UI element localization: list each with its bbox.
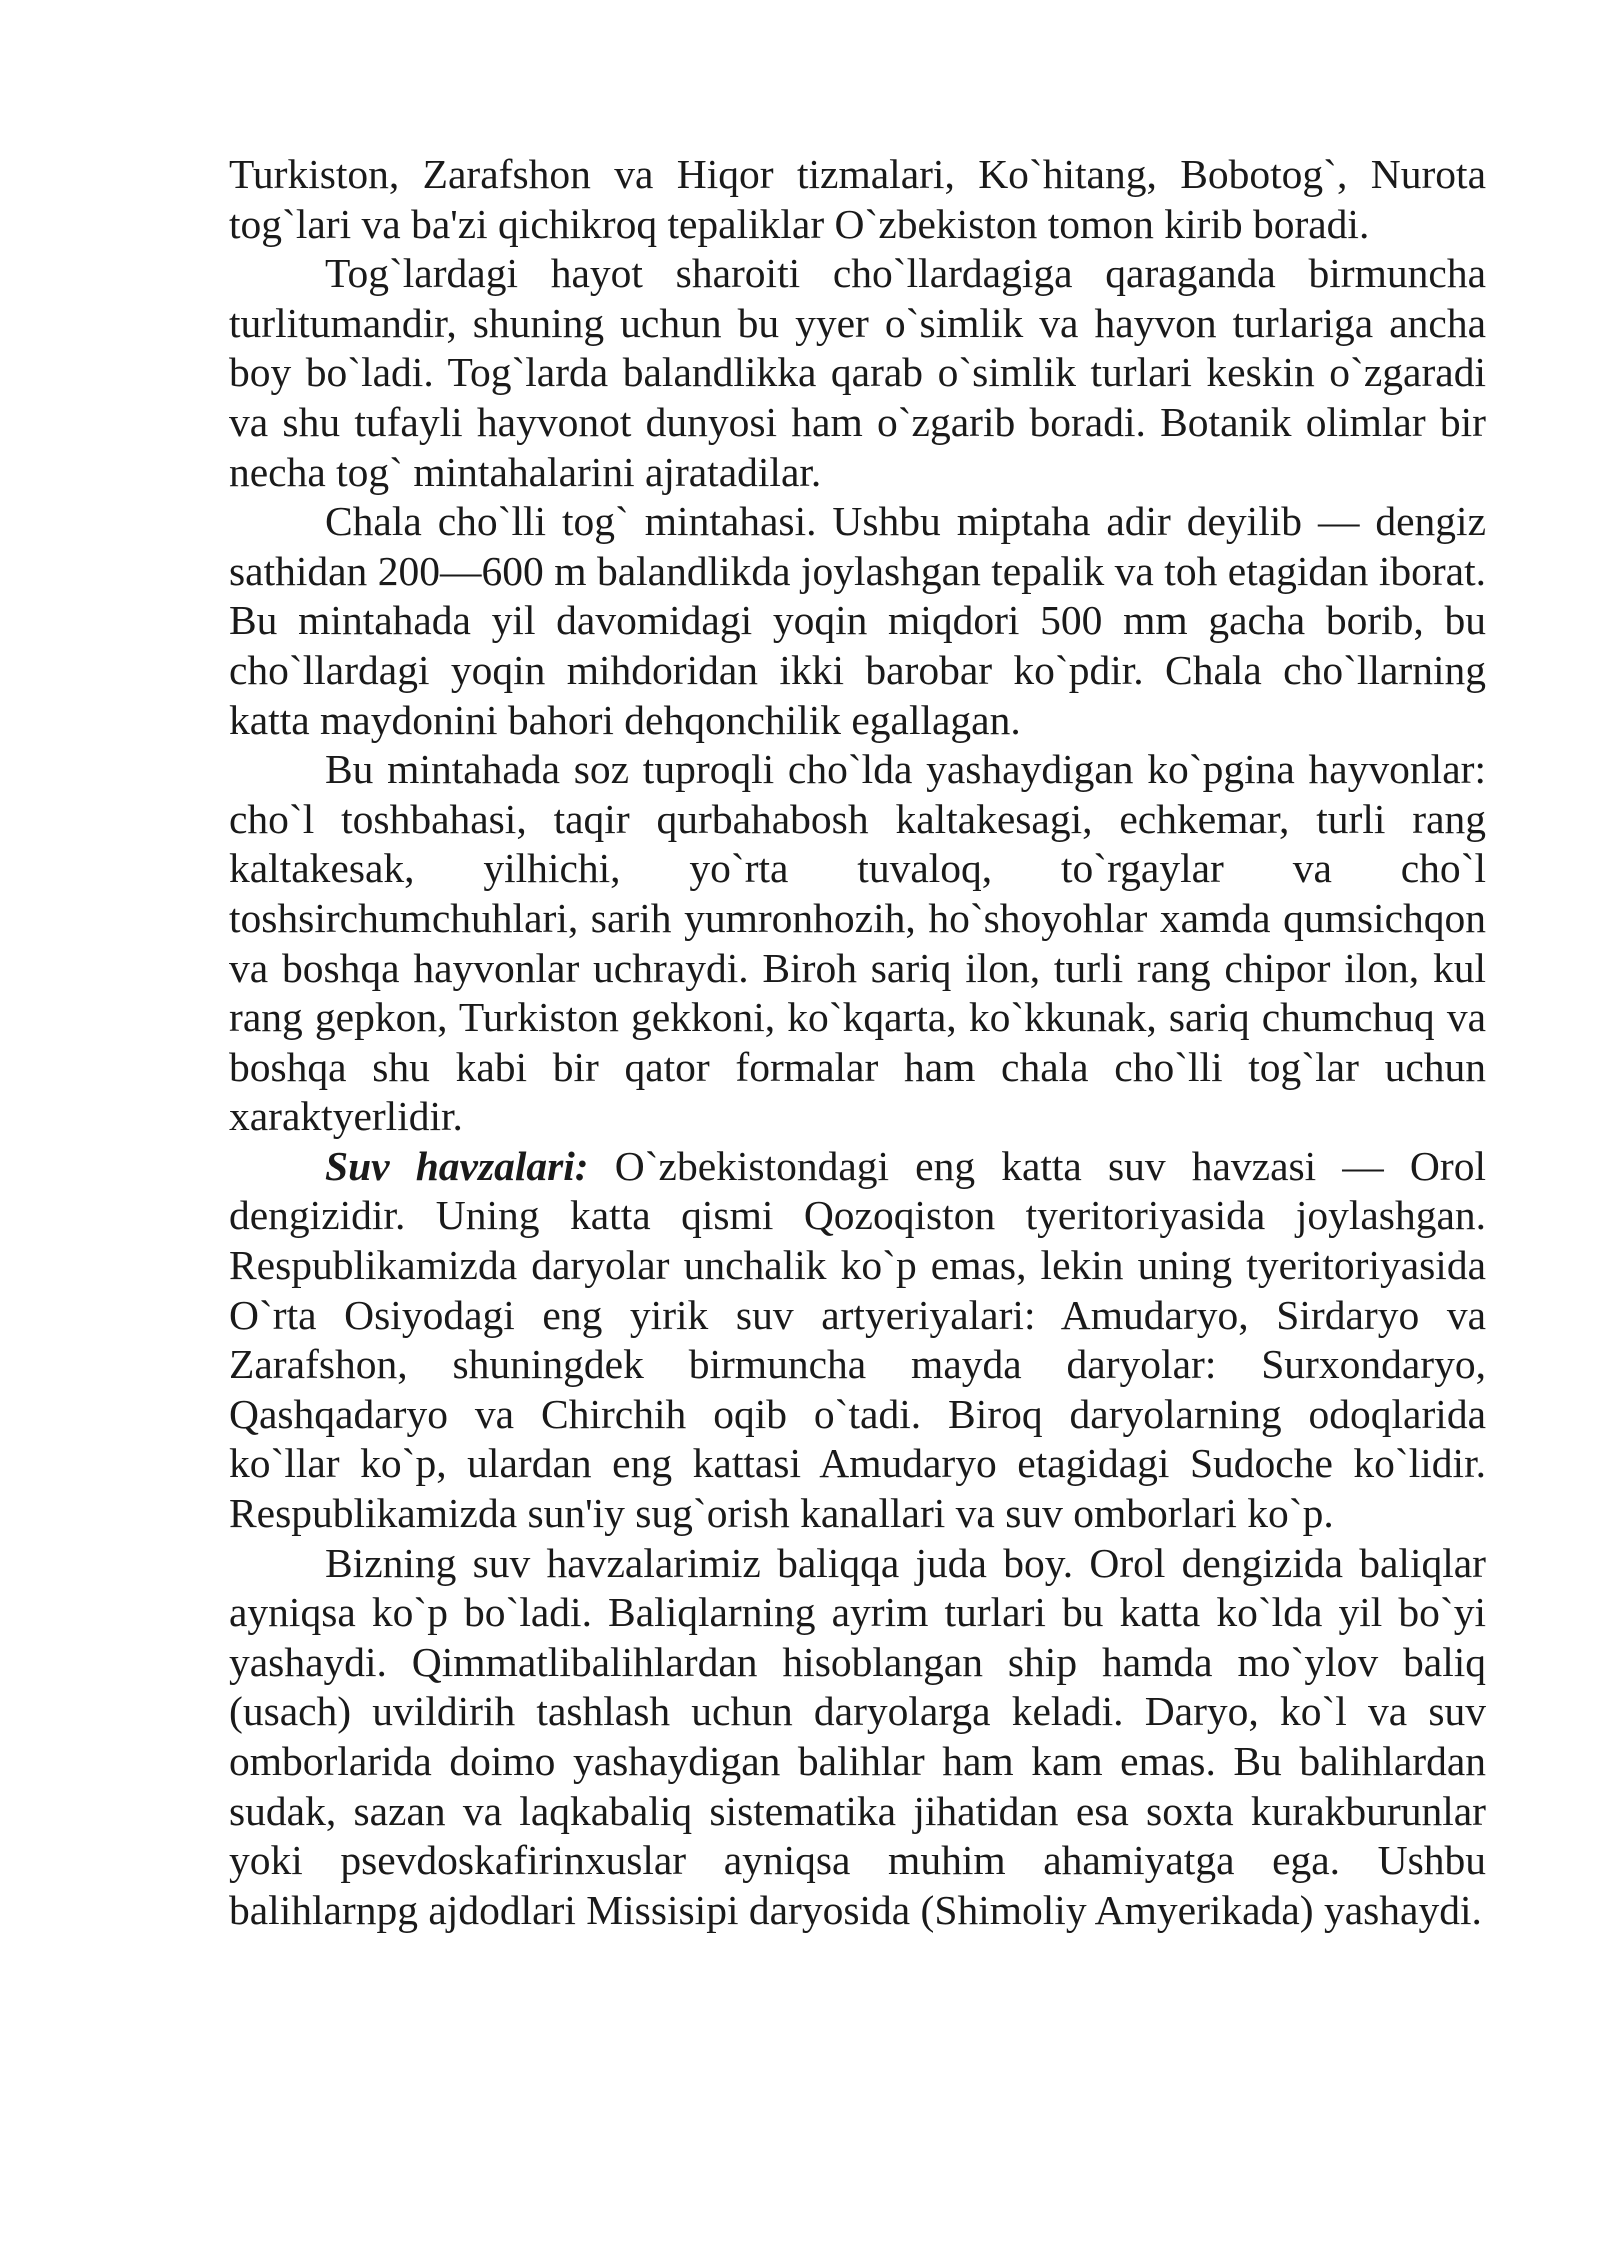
paragraph-semi-desert-zone xyxy=(229,497,1486,745)
paragraph-fish xyxy=(229,1539,1486,1936)
paragraph-text: Tog`lardagi hayot sharoiti cho`llardagiga qaraganda birmuncha turlitumandir, shuning uchun bu yyer o`simlik va hayvon turlariga ancha boy bo`ladi. Tog`larda balandlikka qarab o`simlik turlari keskin o`zgaradi va shu tufayli hayvonot dunyosi ham o`zgarib boradi. Botanik olimlar bir necha tog` mintahalarini ajratadilar. xyxy=(229,250,1486,495)
paragraph-text: Turkiston, Zarafshon va Hiqor tizmalari, Ko`hitang, Bobotog`, Nurota tog`lari va ba'zi qichikroq tepaliklar O`zbekiston tomon kirib boradi. xyxy=(229,151,1486,247)
document-page xyxy=(229,150,1486,1935)
paragraph-text: Bizning suv havzalarimiz baliqqa juda boy. Orol dengizida baliqlar ayniqsa ko`p bo`ladi. Baliqlarning ayrim turlari bu katta ko`lda yil bo`yi yashaydi. Qimmatlibalihlardan hisoblangan ship hamda mo`ylov baliq (usach) uvildirih tashlash uchun daryolarga keladi. Daryo, ko`l va suv omborlarida doimo yashaydigan balihlar ham kam emas. Bu balihlardan sudak, sazan va laqkabaliq sistematika jihatidan esa soxta kurakburunlar yoki psevdoskafirinxuslar ayniqsa muhim ahamiyatga ega. Ushbu balihlarnpg ajdodlari Missisipi daryosida (Shimoliy Amyerikada) yashaydi. xyxy=(229,1539,1486,1933)
paragraph-zone-animals xyxy=(229,745,1486,1142)
paragraph-intro xyxy=(229,150,1486,249)
paragraph-text: O`zbekistondagi eng katta suv havzasi — Orol dengizidir. Uning katta qismi Qozoqiston tyeritoriyasida joylashgan. Respublikamizda daryolar unchalik ko`p emas, lekin uning tyeritoriyasida O`rta Osiyodagi eng yirik suv artyeriyalari: Amudaryo, Sirdaryo va Zarafshon, shuningdek birmuncha mayda daryolar: Surxondaryo, Qashqadaryo va Chirchih oqib o`tadi. Biroq daryolarning odoqlarida ko`llar ko`p, ulardan eng kattasi Amudaryo etagidagi Sudoche ko`lidir. Respublikamizda sun'iy sug`orish kanallari va suv omborlari ko`p. xyxy=(229,1142,1486,1537)
paragraph-water-bodies xyxy=(229,1142,1486,1539)
paragraph-text: Bu mintahada soz tuproqli cho`lda yashaydigan ko`pgina hayvonlar: cho`l toshbahasi, taqir qurbahabosh kaltakesagi, echkemar, turli rang kaltakesak, yilhichi, yo`rta tuvaloq, to`rgaylar va cho`l toshsirchumchuhlari, sarih yumronhozih, ho`shoyohlar xamda qumsichqon va boshqa hayvonlar uchraydi. Biroh sariq ilon, turli rang chipor ilon, kul rang gepkon, Turkiston gekkoni, ko`kqarta, ko`kkunak, sariq chumchuq va boshqa shu kabi bir qator formalar ham chala cho`lli tog`lar uchun xaraktyerlidir. xyxy=(229,746,1486,1140)
paragraph-text: Chala cho`lli tog` mintahasi. Ushbu miptaha adir deyilib — dengiz sathidan 200—600 m balandlikda joylashgan tepalik va toh etagidan iborat. Bu mintahada yil davomidagi yoqin miqdori 500 mm gacha borib, bu cho`llardagi yoqin mihdoridan ikki barobar ko`pdir. Chala cho`llarning katta maydonini bahori dehqonchilik egallagan. xyxy=(229,498,1486,743)
paragraph-mountain-conditions xyxy=(229,249,1486,497)
section-heading-water-bodies: Suv havzalari: xyxy=(325,1142,589,1189)
